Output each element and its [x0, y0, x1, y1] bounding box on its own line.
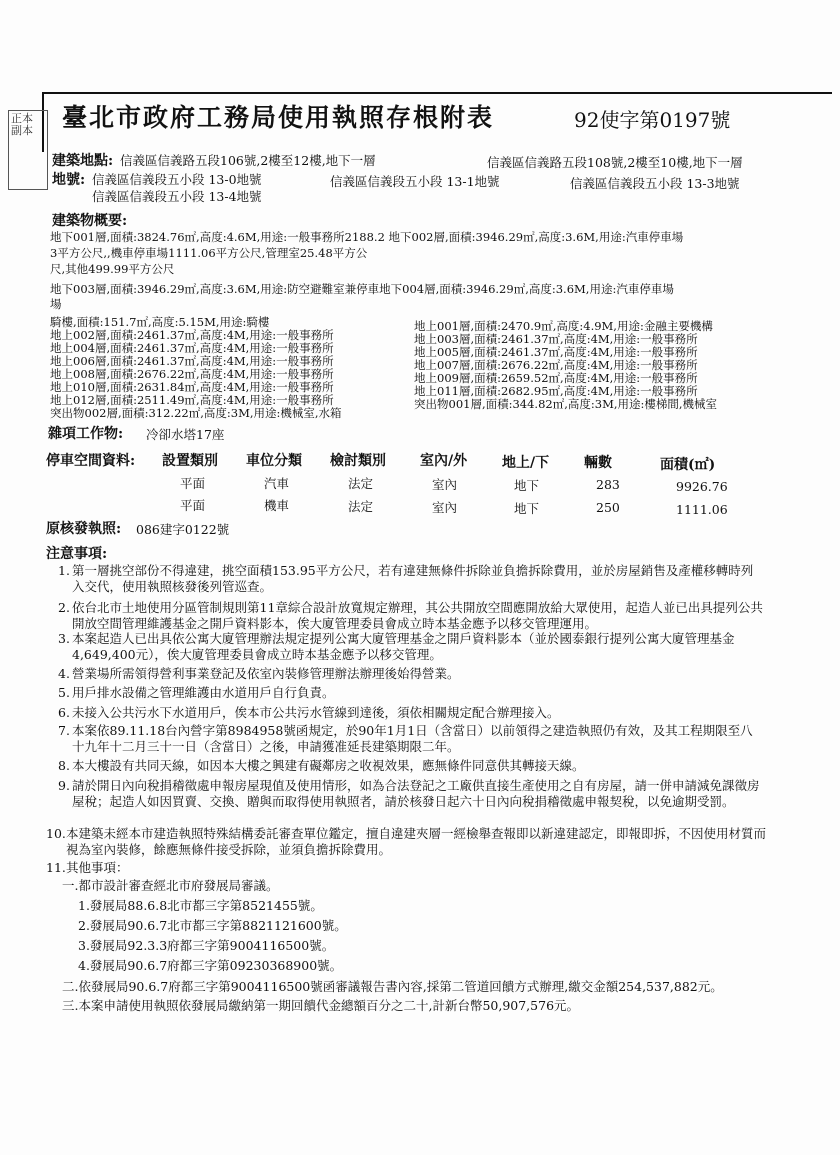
misc-label: 雜項工作物:	[48, 426, 124, 442]
parking-label: 停車空間資料:	[46, 453, 136, 469]
parking-r1-c1: 機車	[264, 498, 290, 513]
note-11-num: 11.	[46, 860, 66, 875]
other-sub-item-2: 2.發展局90.6.7北市都三字第8821121600號。	[78, 918, 347, 933]
note-5-num: 5.	[58, 685, 70, 700]
left-floor-4: 地上008層,面積:2676.22㎡,高度:4M,用途:一般事務所	[50, 367, 334, 381]
parking-r0-c2: 法定	[348, 476, 374, 491]
right-floor-3: 地上007層,面積:2676.22㎡,高度:4M,用途:一般事務所	[414, 358, 698, 372]
note-1-text: 第一層挑空部份不得違建，挑空面積153.95平方公尺，若有違建無條件拆除並負擔拆除費用，並於房屋銷售及產權移轉時列入交代，使用執照核發後列管巡查。	[72, 563, 754, 594]
address-2: 信義區信義路五段108號,2樓至10樓,地下一層	[487, 155, 743, 170]
address-1: 信義區信義路五段106號,2樓至12樓,地下一層	[120, 153, 376, 168]
left-floor-1: 地上002層,面積:2461.37㎡,高度:4M,用途:一般事務所	[50, 328, 334, 342]
parking-r1-c2: 法定	[348, 499, 374, 514]
right-floor-6: 突出物001層,面積:344.82㎡,高度:3M,用途:樓梯間,機械室	[414, 397, 718, 411]
left-floor-3: 地上006層,面積:2461.37㎡,高度:4M,用途:一般事務所	[50, 354, 334, 368]
parking-r0-c5: 283	[596, 477, 620, 492]
right-floor-2: 地上005層,面積:2461.37㎡,高度:4M,用途:一般事務所	[414, 345, 698, 359]
parking-r1-c0: 平面	[180, 498, 206, 513]
overview-line-1: 地下001層,面積:3824.76㎡,高度:4.6M,用途:一般事務所2188.2 地下002層,面積:3946.29㎡,高度:3.6M,用途:汽車停車場	[50, 230, 684, 244]
note-2-text: 依台北市土地使用分區管制規則第11章綜合設計放寬規定辦理，其公共開放空間應開放給大眾使用，起造人並已出具提列公共開放空間管理維護基金之開戶資料影本，俟大廈管理委員會成立時本基金應予以移交管理運用。	[72, 600, 763, 631]
lot-label: 地號:	[52, 172, 86, 188]
note-6-num: 6.	[58, 705, 70, 720]
note-10-num: 10.	[46, 826, 66, 841]
other-sub-3: 三.本案申請使用執照依發展局繳納第一期回饋代金總額百分之二十,計新台幣50,907,576元。	[62, 998, 580, 1013]
parking-header-0: 設置類別	[162, 453, 218, 469]
original-permit-value: 086建字0122號	[136, 522, 230, 537]
note-4-num: 4.	[58, 666, 70, 681]
parking-r0-c1: 汽車	[264, 476, 290, 491]
note-5-text: 用戶排水設備之管理維護由水道用戶自行負責。	[72, 685, 335, 700]
right-floor-1: 地上003層,面積:2461.37㎡,高度:4M,用途:一般事務所	[414, 332, 698, 346]
parking-r0-c0: 平面	[180, 476, 206, 491]
address-label: 建築地點:	[52, 153, 114, 169]
parking-header-3: 室內/外	[420, 453, 468, 469]
overview-line-3: 尺,其他499.99平方公尺	[50, 262, 175, 276]
lot-4: 信義區信義段五小段 13-4地號	[92, 189, 262, 204]
permit-number: 92使字第0197號	[574, 108, 731, 132]
overview-heading: 建築物概要:	[52, 213, 128, 229]
note-3-num: 3.	[58, 631, 70, 646]
other-sub-item-3: 3.發展局92.3.3府都三字第9004116500號。	[78, 938, 335, 953]
other-sub-item-4: 4.發展局90.6.7府都三字第09230368900號。	[78, 958, 343, 973]
left-floor-7: 突出物002層,面積:312.22㎡,高度:3M,用途:機械室,水箱	[50, 406, 342, 420]
parking-r0-c3: 室內	[432, 477, 458, 492]
parking-r1-c3: 室內	[432, 500, 458, 515]
notes-heading: 注意事項:	[46, 546, 108, 562]
right-floor-5: 地上011層,面積:2682.95㎡,高度:4M,用途:一般事務所	[414, 384, 698, 398]
overview-line-5: 場	[50, 297, 62, 311]
parking-r1-c4: 地下	[514, 501, 540, 516]
overview-line-4: 地下003層,面積:3946.29㎡,高度:3.6M,用途:防空避難室兼停車地下004層,面積:3946.29㎡,高度:3.6M,用途:汽車停車場	[50, 282, 674, 296]
left-floor-5: 地上010層,面積:2631.84㎡,高度:4M,用途:一般事務所	[50, 380, 334, 394]
parking-header-4: 地上/下	[502, 455, 550, 471]
overview-line-2: 3平方公尺,,機車停車場1111.06平方公尺,管理室25.48平方公	[50, 246, 368, 260]
parking-header-5: 輛數	[584, 455, 612, 471]
note-8-num: 8.	[58, 758, 70, 773]
misc-value: 冷卻水塔17座	[146, 427, 225, 442]
note-8-text: 本大樓設有共同天線，如因本大樓之興建有礙鄰房之收視效果，應無條件同意供其轉接天線。	[72, 758, 585, 773]
note-4-text: 營業場所需領得營利事業登記及依室內裝修管理辦法辦理後始得營業。	[72, 666, 460, 681]
parking-r1-c5: 250	[596, 500, 620, 515]
right-floor-0: 地上001層,面積:2470.9㎡,高度:4.9M,用途:金融主要機構	[414, 319, 713, 333]
note-9-num: 9.	[58, 778, 70, 793]
parking-r0-c6: 9926.76	[676, 479, 728, 494]
lot-3: 信義區信義段五小段 13-3地號	[570, 176, 740, 191]
note-2-num: 2.	[58, 600, 70, 615]
lot-1: 信義區信義段五小段 13-0地號	[92, 172, 262, 187]
other-sub-item-1: 1.發展局88.6.8北市都三字第8521455號。	[78, 898, 323, 913]
top-border	[42, 92, 832, 94]
left-floor-0: 騎樓,面積:151.7㎡,高度:5.15M,用途:騎樓	[50, 315, 270, 329]
original-permit-label: 原核發執照:	[46, 521, 122, 537]
parking-header-6: 面積(㎡)	[660, 457, 716, 473]
note-7-num: 7.	[58, 723, 70, 738]
parking-r0-c4: 地下	[514, 478, 540, 493]
note-6-text: 未接入公共污水下水道用戶，俟本市公共污水管線到達後，須依相關規定配合辦理接入。	[72, 705, 560, 720]
note-7-text: 本案依89.11.18台內營字第8984958號函規定，於90年1月1日（含當日）以前領得之建造執照仍有效，及其工程期限至八十九年十二月三十一日（含當日）之後，申請獲准延長建築期限二年。	[72, 723, 753, 754]
note-1-num: 1.	[58, 563, 70, 578]
lot-2: 信義區信義段五小段 13-1地號	[330, 174, 500, 189]
right-floor-4: 地上009層,面積:2659.52㎡,高度:4M,用途:一般事務所	[414, 371, 698, 385]
other-sub-2: 二.依發展局90.6.7府都三字第9004116500號函審議報告書內容,採第二管道回饋方式辦理,繳交金額254,537,882元。	[62, 979, 723, 994]
margin-stamp: 正本 副本	[8, 110, 48, 190]
document-title: 臺北市政府工務局使用執照存根附表	[62, 103, 495, 132]
parking-r1-c6: 1111.06	[676, 502, 728, 517]
note-3-text: 本案起造人已出具依公寓大廈管理辦法規定提列公寓大廈管理基金之開戶資料影本（並於國泰銀行提列公寓大廈管理基金4,649,400元），俟大廈管理委員會成立時本基金應予以移交管理。	[72, 631, 735, 662]
note-10-text: 本建築未經本市建造執照特殊結構委託審查單位鑑定，擅自違建夾層一經檢舉查報即以新違建認定，即報即拆，不因使用材質而視為室內裝修，餘應無條件接受拆除，並須負擔拆除費用。	[66, 826, 767, 857]
note-11-text: 其他事項：	[66, 860, 129, 875]
parking-header-2: 檢討類別	[330, 453, 386, 469]
note-9-text: 請於開日內向稅捐稽徵處申報房屋現值及使用情形，如為合法登記之工廠供直接生產使用之自有房屋，請一併申請減免課徵房屋稅；起造人如因買賣、交換、贈與而取得使用執照者，請於核發日起六十日內向稅捐稽徵處申報契稅，以免逾期受罰。	[72, 778, 760, 809]
left-floor-2: 地上004層,面積:2461.37㎡,高度:4M,用途:一般事務所	[50, 341, 334, 355]
other-sub-1: 一.都市設計審查經北市府發展局審議。	[62, 878, 279, 893]
left-floor-6: 地上012層,面積:2511.49㎡,高度:4M,用途:一般事務所	[50, 393, 334, 407]
parking-header-1: 車位分類	[246, 453, 302, 469]
